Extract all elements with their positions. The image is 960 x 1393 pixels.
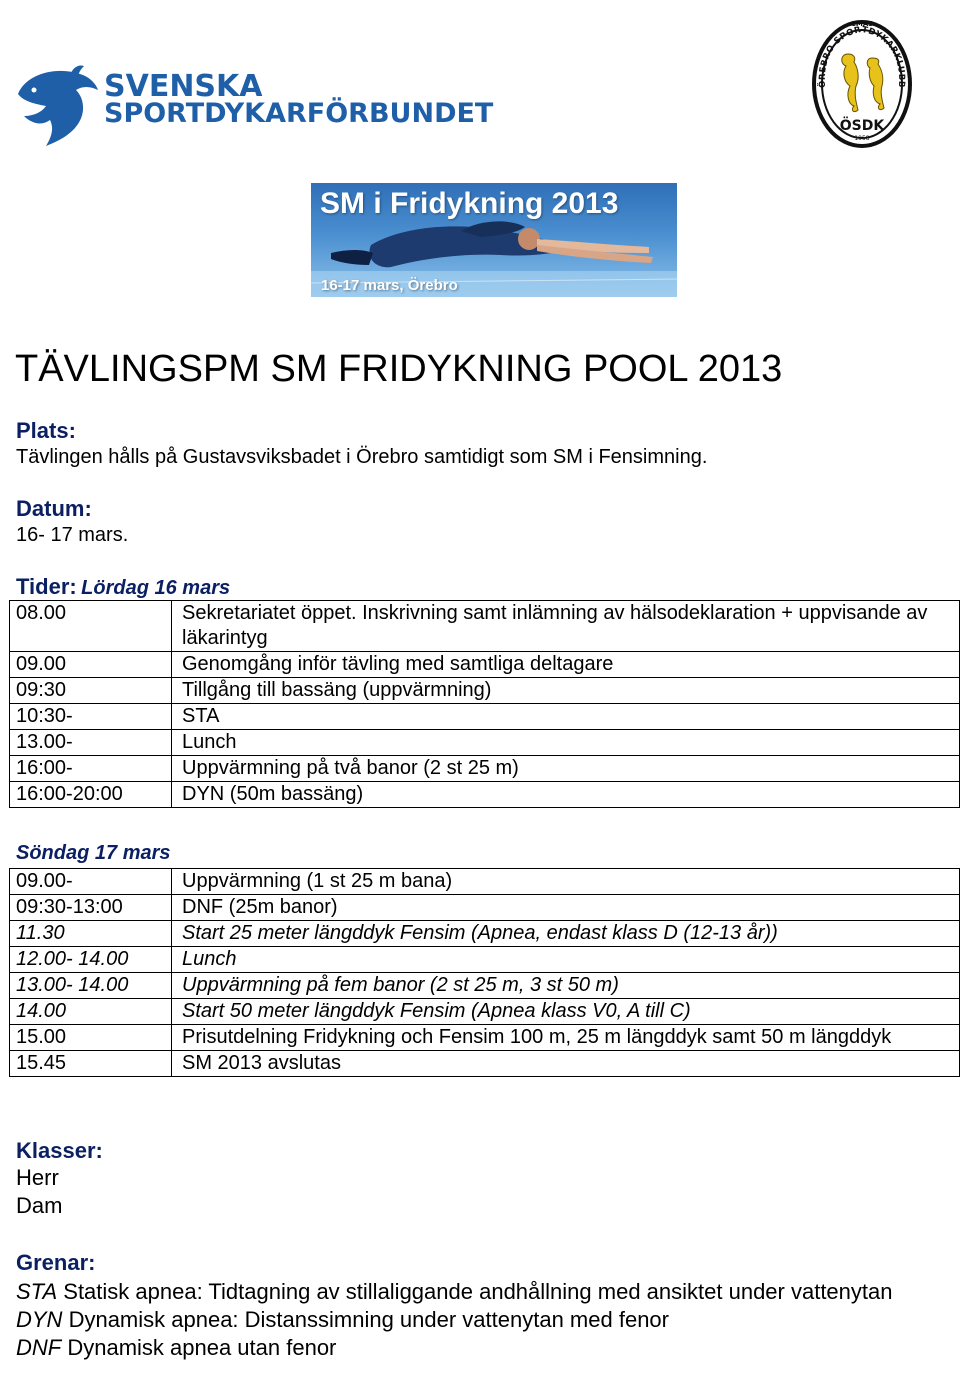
schedule-description: Tillgång till bassäng (uppvärmning): [172, 678, 960, 704]
banner-title: SM i Fridykning 2013: [320, 187, 619, 220]
schedule-time: 12.00- 14.00: [10, 947, 172, 973]
schedule-time: 09.00-: [10, 869, 172, 895]
sunday-schedule-table: [9, 868, 960, 1077]
schedule-time: 08.00: [10, 601, 172, 652]
schedule-description: Prisutdelning Fridykning och Fensim 100 m, 25 m längddyk samt 50 m längddyk: [172, 1025, 960, 1051]
schedule-time: 09.00: [10, 652, 172, 678]
schedule-time: 13.00-: [10, 730, 172, 756]
klasser-section: [16, 1138, 103, 1220]
schedule-row: [10, 869, 960, 895]
schedule-row: [10, 1025, 960, 1051]
schedule-time: 11.30: [10, 921, 172, 947]
federation-logo: [12, 64, 502, 154]
plats-text: Tävlingen hålls på Gustavsviksbadet i Örebro samtidigt som SM i Fensimning.: [16, 446, 708, 468]
grenar-desc: Dynamisk apnea: Distanssimning under vattenytan med fenor: [62, 1307, 669, 1332]
schedule-description: Start 50 meter längddyk Fensim (Apnea klass V0, A till C): [172, 999, 960, 1025]
schedule-description: Lunch: [172, 730, 960, 756]
schedule-row: [10, 652, 960, 678]
club-year: 1958: [854, 135, 870, 142]
schedule-description: DYN (50m bassäng): [172, 782, 960, 808]
cmas-text: CMAS: [850, 20, 874, 28]
sunday-label: Söndag 17 mars: [16, 842, 171, 864]
grenar-abbr: STA: [16, 1279, 58, 1304]
club-abbrev: ÖSDK: [839, 118, 885, 134]
tider-label: Tider:: [16, 574, 77, 599]
schedule-row: [10, 895, 960, 921]
grenar-item: [16, 1278, 946, 1306]
schedule-row: [10, 730, 960, 756]
schedule-row: [10, 921, 960, 947]
schedule-time: 09:30: [10, 678, 172, 704]
grenar-desc: Dynamisk apnea utan fenor: [61, 1335, 337, 1360]
plats-label: Plats:: [16, 418, 76, 443]
datum-label: Datum:: [16, 496, 92, 521]
tider-heading: [16, 574, 230, 600]
schedule-row: [10, 756, 960, 782]
schedule-time: 10:30-: [10, 704, 172, 730]
dolphin-icon: [12, 64, 104, 150]
grenar-abbr: DNF: [16, 1335, 62, 1360]
schedule-description: Start 25 meter längddyk Fensim (Apnea, endast klass D (12-13 år)): [172, 921, 960, 947]
plats-section: [16, 418, 707, 470]
schedule-description: Lunch: [172, 947, 960, 973]
federation-name-line1: SVENSKA: [104, 69, 263, 104]
grenar-item: [16, 1306, 946, 1334]
schedule-time: 15.00: [10, 1025, 172, 1051]
schedule-row: [10, 999, 960, 1025]
event-banner: [311, 183, 677, 297]
schedule-description: STA: [172, 704, 960, 730]
grenar-list: [16, 1278, 946, 1362]
grenar-label: Grenar:: [16, 1250, 96, 1275]
schedule-time: 16:00-: [10, 756, 172, 782]
federation-name-line2: SPORTDYKARFÖRBUNDET: [104, 98, 494, 129]
banner-subtitle: 16-17 mars, Örebro: [321, 277, 458, 294]
schedule-row: [10, 1051, 960, 1077]
schedule-description: DNF (25m banor): [172, 895, 960, 921]
schedule-row: [10, 704, 960, 730]
grenar-abbr: DYN: [16, 1307, 63, 1332]
schedule-row: [10, 678, 960, 704]
schedule-description: Uppvärmning på fem banor (2 st 25 m, 3 st 50 m): [172, 973, 960, 999]
schedule-time: 13.00- 14.00: [10, 973, 172, 999]
schedule-description: Genomgång inför tävling med samtliga deltagare: [172, 652, 960, 678]
schedule-row: [10, 601, 960, 652]
klasser-item: Dam: [16, 1193, 63, 1218]
schedule-description: Uppvärmning på två banor (2 st 25 m): [172, 756, 960, 782]
schedule-time: 14.00: [10, 999, 172, 1025]
schedule-description: SM 2013 avslutas: [172, 1051, 960, 1077]
saturday-label: Lördag 16 mars: [81, 577, 231, 599]
club-arc-text: ÖREBRO SPORTDYKARKLUBB: [817, 24, 907, 89]
grenar-item: [16, 1334, 946, 1362]
schedule-time: 15.45: [10, 1051, 172, 1077]
page-title: TÄVLINGSPM SM FRIDYKNING POOL 2013: [15, 348, 783, 390]
klasser-item: Herr: [16, 1165, 59, 1190]
klasser-label: Klasser:: [16, 1138, 103, 1163]
schedule-row: [10, 947, 960, 973]
saturday-schedule-table: [9, 600, 960, 808]
schedule-row: [10, 782, 960, 808]
datum-text: 16- 17 mars.: [16, 524, 129, 546]
schedule-time: 16:00-20:00: [10, 782, 172, 808]
schedule-time: 09:30-13:00: [10, 895, 172, 921]
club-badge: [810, 6, 914, 150]
schedule-row: [10, 973, 960, 999]
datum-section: [16, 496, 128, 548]
grenar-desc: Statisk apnea: Tidtagning av stillaliggande andhållning med ansiktet under vattenytan: [57, 1279, 893, 1304]
schedule-description: Uppvärmning (1 st 25 m bana): [172, 869, 960, 895]
schedule-description: Sekretariatet öppet. Inskrivning samt inlämning av hälsodeklaration + uppvisande av läkarintyg: [172, 601, 960, 652]
